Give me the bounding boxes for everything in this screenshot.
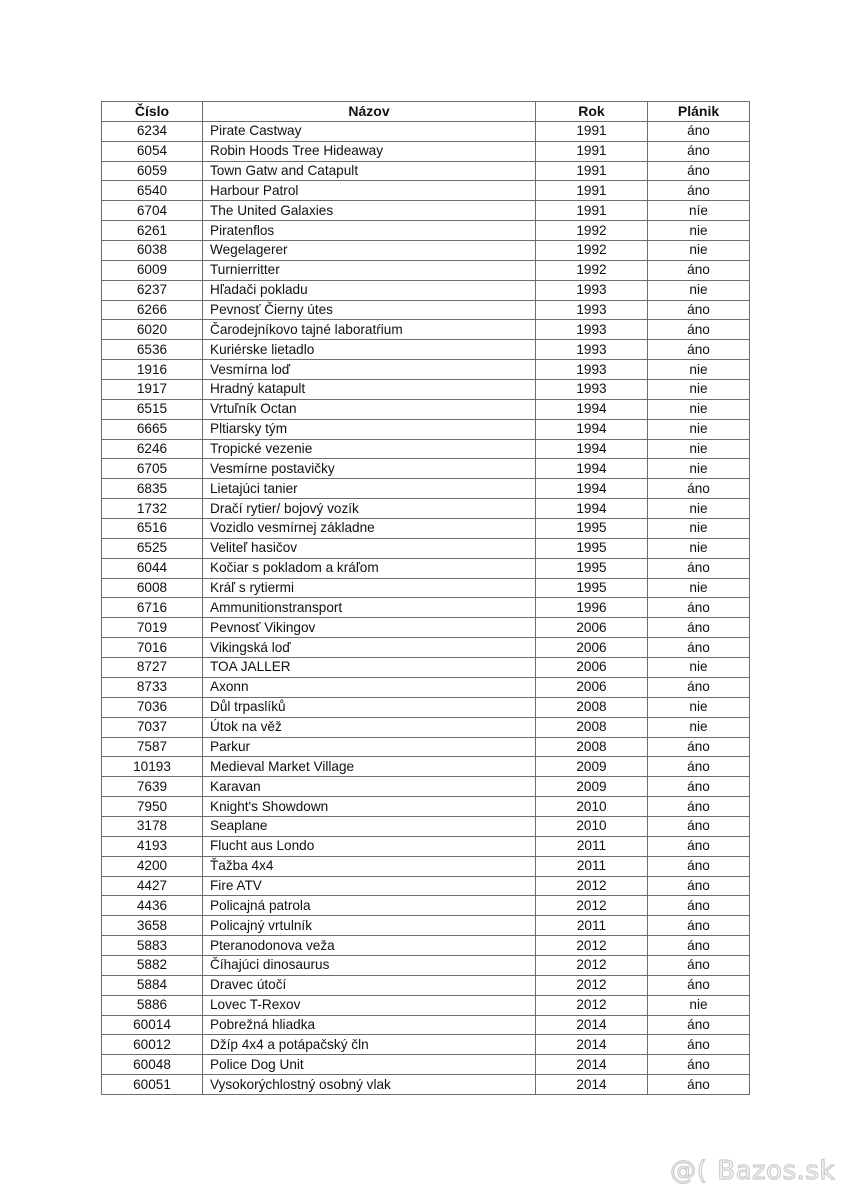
table-row	[102, 121, 750, 141]
table-body	[102, 121, 750, 1094]
cell-name: Karavan	[203, 777, 536, 797]
table-row	[102, 201, 750, 221]
cell-number: 3178	[102, 816, 203, 836]
cell-name: Čarodejníkovo tajné laboratŕium	[203, 320, 536, 340]
cell-year: 1993	[536, 320, 648, 340]
cell-year: 1993	[536, 280, 648, 300]
cell-year: 1991	[536, 121, 648, 141]
cell-year: 1993	[536, 340, 648, 360]
cell-number: 60051	[102, 1075, 203, 1095]
cell-manual: áno	[648, 1055, 750, 1075]
table-row	[102, 141, 750, 161]
cell-year: 2009	[536, 777, 648, 797]
header-number: Číslo	[102, 102, 203, 122]
table-row	[102, 320, 750, 340]
cell-manual: áno	[648, 677, 750, 697]
cell-name: Wegelagerer	[203, 241, 536, 261]
cell-number: 1732	[102, 499, 203, 519]
cell-manual: áno	[648, 936, 750, 956]
cell-manual: áno	[648, 955, 750, 975]
cell-manual: nie	[648, 399, 750, 419]
cell-number: 6038	[102, 241, 203, 261]
cell-year: 2014	[536, 1075, 648, 1095]
cell-year: 1994	[536, 479, 648, 499]
table-row	[102, 777, 750, 797]
cell-name: Vysokorýchlostný osobný vlak	[203, 1075, 536, 1095]
table-row	[102, 1015, 750, 1035]
table-row	[102, 519, 750, 539]
cell-number: 5883	[102, 936, 203, 956]
cell-name: Kráľ s rytiermi	[203, 578, 536, 598]
cell-name: Flucht aus Londo	[203, 836, 536, 856]
cell-year: 1994	[536, 399, 648, 419]
header-manual: Plánik	[648, 102, 750, 122]
cell-year: 2006	[536, 658, 648, 678]
table-row	[102, 697, 750, 717]
cell-name: Turnierritter	[203, 260, 536, 280]
cell-number: 6835	[102, 479, 203, 499]
cell-number: 6515	[102, 399, 203, 419]
cell-name: Fire ATV	[203, 876, 536, 896]
cell-name: Vesmírne postavičky	[203, 459, 536, 479]
cell-year: 2006	[536, 638, 648, 658]
cell-year: 1993	[536, 380, 648, 400]
cell-year: 1993	[536, 300, 648, 320]
cell-number: 6540	[102, 181, 203, 201]
cell-year: 1995	[536, 578, 648, 598]
cell-name: Medieval Market Village	[203, 757, 536, 777]
table-row	[102, 638, 750, 658]
cell-manual: áno	[648, 141, 750, 161]
cell-number: 4200	[102, 856, 203, 876]
cell-manual: áno	[648, 975, 750, 995]
cell-number: 5882	[102, 955, 203, 975]
cell-name: Hradný katapult	[203, 380, 536, 400]
table-row	[102, 916, 750, 936]
table-row	[102, 221, 750, 241]
table-row	[102, 836, 750, 856]
watermark-text: Bazos.sk	[717, 1156, 835, 1186]
cell-name: Pevnosť Vikingov	[203, 618, 536, 638]
cell-manual: nie	[648, 459, 750, 479]
cell-manual: áno	[648, 340, 750, 360]
cell-number: 60012	[102, 1035, 203, 1055]
cell-name: The United Galaxies	[203, 201, 536, 221]
table-row	[102, 1075, 750, 1095]
cell-number: 60048	[102, 1055, 203, 1075]
cell-year: 1994	[536, 419, 648, 439]
cell-manual: nie	[648, 439, 750, 459]
cell-name: Knight's Showdown	[203, 797, 536, 817]
cell-name: Vesmírna loď	[203, 360, 536, 380]
cell-manual: nie	[648, 380, 750, 400]
cell-number: 6705	[102, 459, 203, 479]
cell-name: Důl trpaslíků	[203, 697, 536, 717]
cell-number: 7019	[102, 618, 203, 638]
table-row	[102, 816, 750, 836]
cell-manual: áno	[648, 161, 750, 181]
cell-year: 1996	[536, 598, 648, 618]
cell-year: 1992	[536, 260, 648, 280]
cell-year: 2012	[536, 995, 648, 1015]
cell-year: 2010	[536, 797, 648, 817]
cell-manual: áno	[648, 1015, 750, 1035]
cell-number: 6266	[102, 300, 203, 320]
cell-year: 2006	[536, 677, 648, 697]
table-row	[102, 260, 750, 280]
table-row	[102, 181, 750, 201]
cell-name: TOA JALLER	[203, 658, 536, 678]
cell-name: Džíp 4x4 a potápačský čln	[203, 1035, 536, 1055]
cell-year: 2012	[536, 896, 648, 916]
cell-name: Pirate Castway	[203, 121, 536, 141]
cell-year: 2006	[536, 618, 648, 638]
table-row	[102, 876, 750, 896]
table-row	[102, 856, 750, 876]
table-row	[102, 161, 750, 181]
table-row	[102, 797, 750, 817]
cell-name: Číhajúci dinosaurus	[203, 955, 536, 975]
cell-number: 7037	[102, 717, 203, 737]
cell-number: 6516	[102, 519, 203, 539]
cell-manual: áno	[648, 1035, 750, 1055]
cell-manual: áno	[648, 916, 750, 936]
table-row	[102, 479, 750, 499]
cell-number: 4427	[102, 876, 203, 896]
table-row	[102, 896, 750, 916]
table-row	[102, 399, 750, 419]
cell-number: 6009	[102, 260, 203, 280]
cell-number: 6261	[102, 221, 203, 241]
cell-number: 8727	[102, 658, 203, 678]
cell-year: 1995	[536, 519, 648, 539]
cell-manual: nie	[648, 419, 750, 439]
cell-name: Hľadači pokladu	[203, 280, 536, 300]
cell-number: 10193	[102, 757, 203, 777]
cell-name: Kuriérske lietadlo	[203, 340, 536, 360]
cell-number: 7639	[102, 777, 203, 797]
cell-manual: áno	[648, 479, 750, 499]
cell-number: 6536	[102, 340, 203, 360]
cell-name: Parkur	[203, 737, 536, 757]
cell-number: 6237	[102, 280, 203, 300]
cell-number: 6716	[102, 598, 203, 618]
cell-manual: áno	[648, 737, 750, 757]
table-row	[102, 737, 750, 757]
cell-year: 1994	[536, 499, 648, 519]
cell-name: Police Dog Unit	[203, 1055, 536, 1075]
table-row	[102, 1055, 750, 1075]
cell-manual: nie	[648, 221, 750, 241]
cell-name: Robin Hoods Tree Hideaway	[203, 141, 536, 161]
cell-number: 5886	[102, 995, 203, 1015]
cell-manual: nie	[648, 519, 750, 539]
cell-name: Vikingská loď	[203, 638, 536, 658]
cell-manual: áno	[648, 777, 750, 797]
cell-number: 7016	[102, 638, 203, 658]
cell-manual: áno	[648, 121, 750, 141]
cell-number: 1917	[102, 380, 203, 400]
cell-name: Policajná patrola	[203, 896, 536, 916]
cell-manual: nie	[648, 241, 750, 261]
cell-name: Seaplane	[203, 816, 536, 836]
cell-manual: níe	[648, 201, 750, 221]
cell-name: Pltiarsky tým	[203, 419, 536, 439]
cell-number: 7950	[102, 797, 203, 817]
table-row	[102, 598, 750, 618]
cell-manual: áno	[648, 618, 750, 638]
cell-name: Lovec T-Rexov	[203, 995, 536, 1015]
lego-sets-table	[101, 101, 750, 1095]
cell-name: Kočiar s pokladom a kráľom	[203, 558, 536, 578]
cell-year: 2012	[536, 955, 648, 975]
cell-name: Axonn	[203, 677, 536, 697]
cell-name: Town Gatw and Catapult	[203, 161, 536, 181]
cell-manual: nie	[648, 995, 750, 1015]
cell-year: 1991	[536, 141, 648, 161]
cell-name: Vrtuľník Octan	[203, 399, 536, 419]
cell-manual: áno	[648, 300, 750, 320]
table-row	[102, 578, 750, 598]
cell-year: 2012	[536, 936, 648, 956]
cell-name: Dračí rytier/ bojový vozík	[203, 499, 536, 519]
table-row	[102, 439, 750, 459]
table-row	[102, 658, 750, 678]
cell-manual: áno	[648, 558, 750, 578]
table-row	[102, 757, 750, 777]
cell-number: 8733	[102, 677, 203, 697]
header-year: Rok	[536, 102, 648, 122]
table-row	[102, 936, 750, 956]
cell-number: 4436	[102, 896, 203, 916]
cell-name: Vozidlo vesmírnej základne	[203, 519, 536, 539]
cell-name: Ťažba 4x4	[203, 856, 536, 876]
cell-year: 2010	[536, 816, 648, 836]
watermark-logo-icon: @(	[670, 1156, 708, 1186]
cell-manual: áno	[648, 320, 750, 340]
cell-year: 1995	[536, 558, 648, 578]
cell-year: 2012	[536, 876, 648, 896]
cell-manual: nie	[648, 697, 750, 717]
cell-year: 2008	[536, 697, 648, 717]
cell-name: Dravec útočí	[203, 975, 536, 995]
cell-year: 1993	[536, 360, 648, 380]
cell-manual: áno	[648, 797, 750, 817]
cell-year: 2012	[536, 975, 648, 995]
cell-year: 1992	[536, 241, 648, 261]
table-header-row	[102, 102, 750, 122]
cell-name: Ammunitionstransport	[203, 598, 536, 618]
cell-manual: áno	[648, 638, 750, 658]
table-row	[102, 717, 750, 737]
cell-year: 1991	[536, 201, 648, 221]
table-row	[102, 499, 750, 519]
cell-name: Útok na věž	[203, 717, 536, 737]
table-row	[102, 380, 750, 400]
cell-number: 3658	[102, 916, 203, 936]
table-row	[102, 538, 750, 558]
cell-manual: nie	[648, 280, 750, 300]
cell-number: 6704	[102, 201, 203, 221]
cell-name: Policajný vrtulník	[203, 916, 536, 936]
cell-number: 6020	[102, 320, 203, 340]
cell-number: 6234	[102, 121, 203, 141]
cell-name: Pobrežná hliadka	[203, 1015, 536, 1035]
cell-number: 6665	[102, 419, 203, 439]
cell-year: 2014	[536, 1015, 648, 1035]
cell-manual: áno	[648, 757, 750, 777]
cell-manual: nie	[648, 360, 750, 380]
cell-year: 1994	[536, 459, 648, 479]
cell-manual: nie	[648, 578, 750, 598]
cell-number: 1916	[102, 360, 203, 380]
cell-manual: áno	[648, 260, 750, 280]
cell-manual: nie	[648, 538, 750, 558]
cell-year: 2011	[536, 856, 648, 876]
cell-year: 2014	[536, 1055, 648, 1075]
table-row	[102, 360, 750, 380]
cell-manual: áno	[648, 876, 750, 896]
table-row	[102, 300, 750, 320]
cell-number: 4193	[102, 836, 203, 856]
table-row	[102, 618, 750, 638]
cell-number: 5884	[102, 975, 203, 995]
cell-year: 2008	[536, 737, 648, 757]
cell-number: 6525	[102, 538, 203, 558]
table-row	[102, 995, 750, 1015]
cell-number: 7587	[102, 737, 203, 757]
table-row	[102, 975, 750, 995]
table-row	[102, 419, 750, 439]
cell-number: 6054	[102, 141, 203, 161]
cell-year: 2008	[536, 717, 648, 737]
cell-year: 1995	[536, 538, 648, 558]
cell-manual: áno	[648, 896, 750, 916]
table-row	[102, 1035, 750, 1055]
table-row	[102, 558, 750, 578]
cell-name: Piratenflos	[203, 221, 536, 241]
cell-manual: áno	[648, 856, 750, 876]
cell-year: 2009	[536, 757, 648, 777]
table-row	[102, 340, 750, 360]
cell-name: Tropické vezenie	[203, 439, 536, 459]
cell-manual: áno	[648, 836, 750, 856]
cell-year: 2014	[536, 1035, 648, 1055]
cell-name: Veliteľ hasičov	[203, 538, 536, 558]
cell-manual: áno	[648, 1075, 750, 1095]
cell-year: 1994	[536, 439, 648, 459]
cell-name: Lietajúci tanier	[203, 479, 536, 499]
cell-name: Harbour Patrol	[203, 181, 536, 201]
cell-number: 6008	[102, 578, 203, 598]
cell-year: 1992	[536, 221, 648, 241]
bazos-watermark	[670, 1156, 835, 1186]
table-row	[102, 241, 750, 261]
cell-manual: nie	[648, 658, 750, 678]
cell-manual: áno	[648, 181, 750, 201]
cell-year: 2011	[536, 916, 648, 936]
cell-manual: nie	[648, 499, 750, 519]
cell-name: Pteranodonova veža	[203, 936, 536, 956]
cell-manual: áno	[648, 598, 750, 618]
cell-year: 1991	[536, 181, 648, 201]
table-row	[102, 955, 750, 975]
cell-year: 1991	[536, 161, 648, 181]
header-name: Názov	[203, 102, 536, 122]
cell-number: 6044	[102, 558, 203, 578]
cell-number: 6059	[102, 161, 203, 181]
cell-manual: nie	[648, 717, 750, 737]
cell-number: 60014	[102, 1015, 203, 1035]
cell-year: 2011	[536, 836, 648, 856]
cell-name: Pevnosť Čierny útes	[203, 300, 536, 320]
table-row	[102, 280, 750, 300]
cell-manual: áno	[648, 816, 750, 836]
table-row	[102, 677, 750, 697]
cell-number: 6246	[102, 439, 203, 459]
table-row	[102, 459, 750, 479]
cell-number: 7036	[102, 697, 203, 717]
